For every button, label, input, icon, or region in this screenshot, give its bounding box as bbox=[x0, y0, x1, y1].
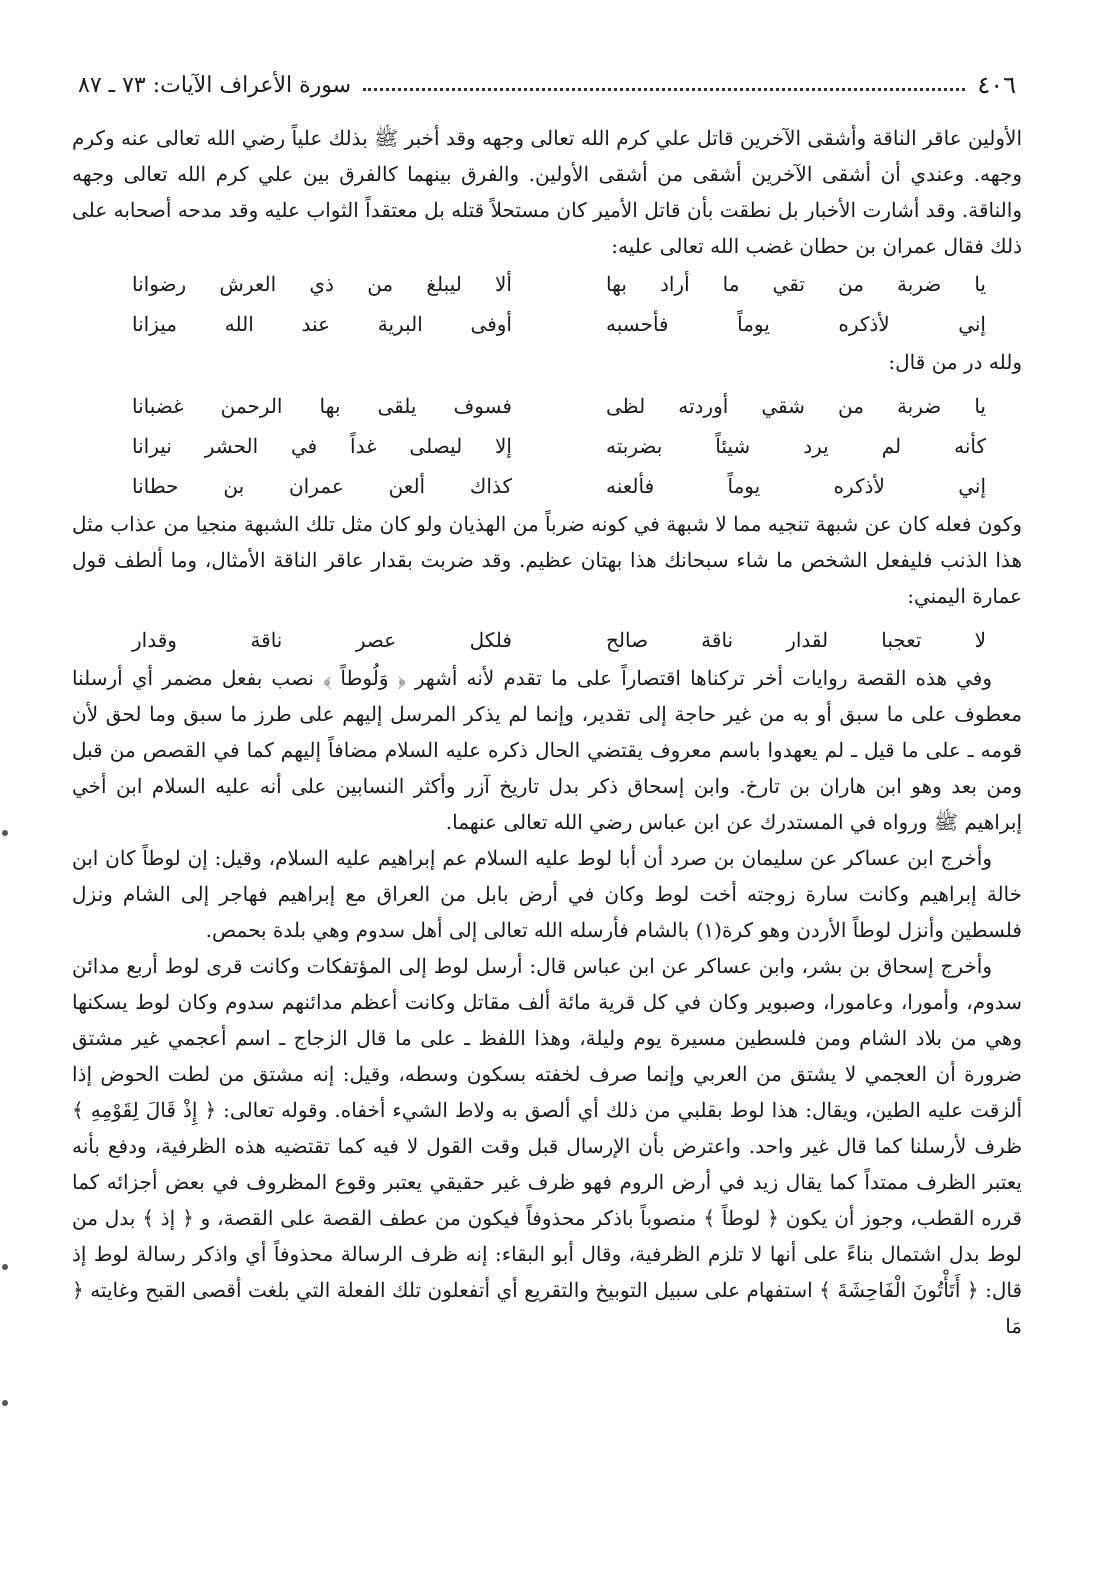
page-body bbox=[72, 120, 1022, 1344]
scan-edge-mark bbox=[2, 1400, 8, 1406]
verse-second-hemistich: فسوف يلقى بها الرحمن غضبانا bbox=[132, 394, 512, 418]
verse-first-hemistich: لا تعجبا لقدار ناقة صالح bbox=[606, 628, 986, 652]
verse-line bbox=[72, 620, 1022, 660]
paragraph: وفي هذه القصة روايات أخر تركناها اقتصاراً على ما تقدم لأنه أشهر ﴿ وَلُوطاً ﴾ نصب بفعل مضمر أي أرسلنا معطوف على ما سبق أو به من غير حاجة إلى تقدير، وإنما لم يذكر المرسل إليهم على طرز ما سبق وما لحق لأن قومه ـ على ما قيل ـ لم يعهدوا باسم معروف يقتضي الحال ذكره عليه السلام مضافاً إليهم كما في القصص من قبل ومن بعد وهو ابن هاران بن تارخ. وابن إسحاق ذكر بدل تاريخ آزر وأكثر النسابين على أنه عليه السلام ابن أخي إبراهيم ﷺ ورواه في المستدرك عن ابن عباس رضي الله تعالى عنهما. bbox=[72, 666, 1023, 834]
page-number: ٤٠٦ bbox=[977, 71, 1016, 99]
verse-first-hemistich: يا ضربة من تقي ما أراد بها bbox=[606, 272, 986, 296]
verse-first-hemistich: يا ضربة من شقي أوردته لظى bbox=[606, 394, 986, 418]
verse-first-hemistich: إني لأذكره يوماً فألعنه bbox=[606, 474, 986, 498]
verse-line bbox=[72, 386, 1022, 426]
verse-second-hemistich: إلا ليصلى غداً في الحشر نيرانا bbox=[132, 434, 512, 458]
running-header bbox=[78, 64, 1016, 106]
verse-second-hemistich: كذاك ألعن عمران بن حطانا bbox=[132, 474, 512, 498]
verse-first-hemistich: كأنه لم يرد شيئاً بضربته bbox=[606, 434, 986, 458]
paragraph: الأولين عاقر الناقة وأشقى الآخرين قاتل علي كرم الله تعالى وجهه وقد أخبر ﷺ بذلك علياً رضي الله تعالى عنه وكرم وجهه. وعندي أن أشقى الآخرين أشقى من أشقى الأولين. والفرق بينهما كالفرق بين علي كرم الله تعالى وجهه والناقة. وقد أشارت الأخبار بل نطقت بأن قاتل الأمير كان مستحلاً قتله بل معتقداً الثواب عليه وقد مدحه أصحابه على ذلك فقال عمران بن حطان غضب الله تعالى عليه: bbox=[72, 126, 1022, 258]
verse-line bbox=[72, 466, 1022, 506]
paragraph: وأخرج ابن عساكر عن سليمان بن صرد أن أبا لوط عليه السلام عم إبراهيم عليه السلام، وقيل: إن لوطاً كان ابن خالة إبراهيم وكانت سارة زوجته أخت لوط وكان في أرض بابل من العراق مع إبراهيم فهاجر إلى الشام ونزل فلسطين وأنزل لوطاً الأردن وهو كرة(١) بالشام فأرسله الله تعالى إلى أهل سدوم وهي بلدة بحمص. bbox=[72, 846, 1022, 942]
verse-line bbox=[72, 304, 1022, 344]
verse-line bbox=[72, 426, 1022, 466]
paragraph: وكون فعله كان عن شبهة تنجيه مما لا شبهة في كونه ضرباً من الهذيان ولو كان مثل تلك الشبهة منجيا من عذاب مثل هذا الذنب فليفعل الشخص ما شاء سبحانك هذا بهتان عظيم. وقد ضربت بقدار عاقر الناقة الأمثال، وما ألطف قول عمارة اليمني: bbox=[72, 512, 1022, 608]
scan-edge-mark bbox=[2, 830, 8, 836]
paragraph: وأخرج إسحاق بن بشر، وابن عساكر عن ابن عباس قال: أرسل لوط إلى المؤتفكات وكانت قرى لوط أربع مدائن سدوم، وأمورا، وعامورا، وصبوير وكان في كل قرية مائة ألف مقاتل وكانت أعظم مدائنهم سدوم وكان لوط يسكنها وهي من بلاد الشام ومن فلسطين مسيرة يوم وليلة، وهذا اللفظ ـ على ما قال الزجاج ـ اسم أعجمي غير مشتق ضرورة أن العجمي لا يشتق من العربي وإنما صرف لخفته بسكون وسطه، وقيل: إنه مشتق من لطت الحوض إذا ألزقت عليه الطين، ويقال: هذا لوط بقلبي من ذلك أي ألصق به ولاط الشيء أخفاه. وقوله تعالى: ﴿ إِذْ قَالَ لِقَوْمِهِ ﴾ ظرف لأرسلنا كما قال غير واحد. واعترض بأن الإرسال قبل وقت القول لا فيه كما تقتضيه هذه الظرفية، ودفع بأنه يعتبر الظرف ممتداً كما يقال زيد في أرض الروم فهو ظرف غير حقيقي يعتبر وقوع المظروف في بعض أجزائه كما قرره القطب، وجوز أن يكون ﴿ لوطاً ﴾ منصوباً باذكر محذوفاً فيكون من عطف القصة على القصة، و ﴿ إذ ﴾ بدل من لوط بدل اشتمال بناءً على أنها لا تلزم الظرفية، وقال أبو البقاء: إنه ظرف الرسالة محذوفاً أي واذكر رسالة لوط إذ قال: ﴿ أَتَأْتُونَ الْفَاحِشَةَ ﴾ استفهام على سبيل التوبيخ والتقريع أي أتفعلون تلك الفعلة التي بلغت أقصى القبح وغايته ﴿ مَا bbox=[72, 954, 1022, 1338]
dotted-leader bbox=[363, 88, 965, 91]
verse-second-hemistich: أوفى البرية عند الله ميزانا bbox=[132, 312, 512, 336]
section-title: سورة الأعراف الآيات: ٧٣ ـ ٨٧ bbox=[78, 72, 352, 98]
verse-second-hemistich: فلكل عصر ناقة وقدار bbox=[132, 628, 512, 652]
verse-line bbox=[72, 264, 1022, 304]
scan-edge-mark bbox=[2, 1264, 8, 1270]
verse-second-hemistich: ألا ليبلغ من ذي العرش رضوانا bbox=[132, 272, 512, 296]
verse-first-hemistich: إني لأذكره يوماً فأحسبه bbox=[606, 312, 986, 336]
paragraph: ولله در من قال: bbox=[888, 350, 1022, 374]
